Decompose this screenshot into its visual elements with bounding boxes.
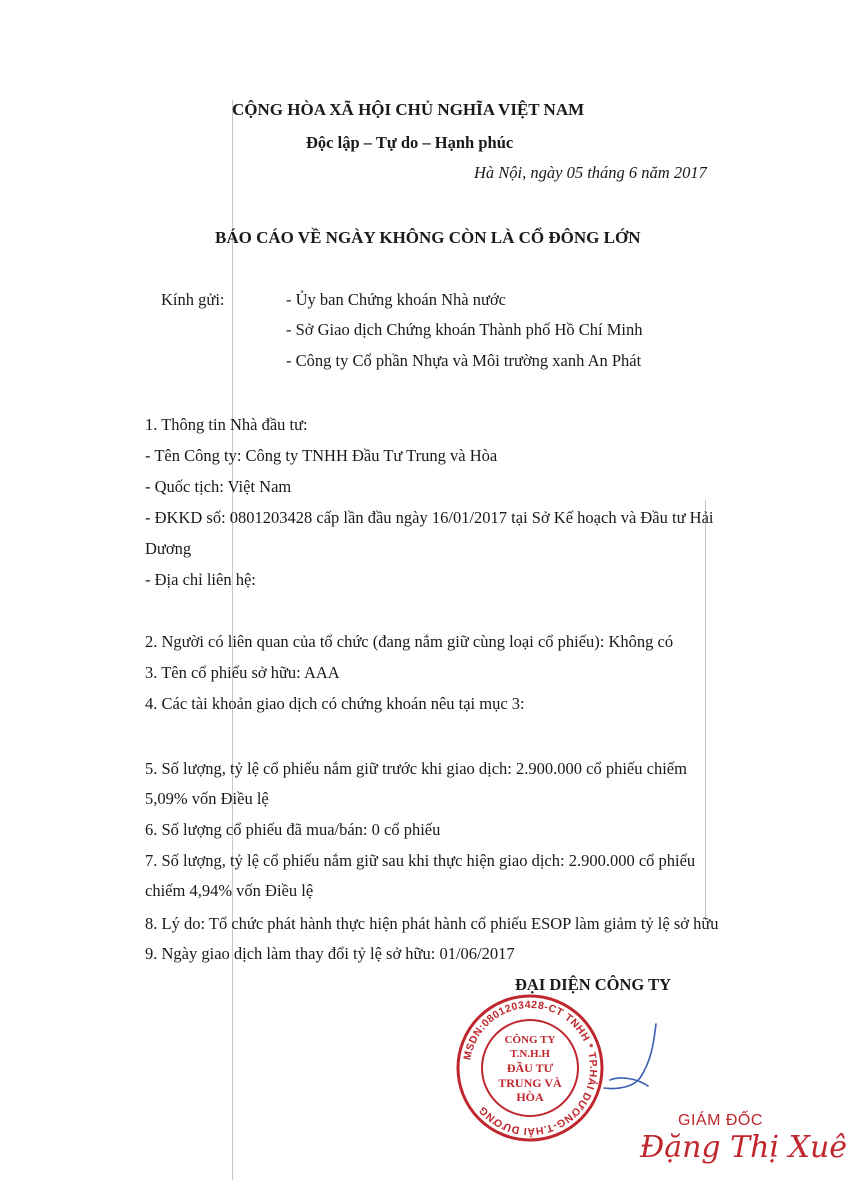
handwritten-signature — [590, 1020, 670, 1100]
signatory-name: Đặng Thị Xuê — [640, 1130, 848, 1165]
body-line: - Tên Công ty: Công ty TNHH Đầu Tư Trung và Hòa — [145, 446, 498, 465]
recipient-item: - Sở Giao dịch Chứng khoán Thành phố Hồ Chí Minh — [286, 320, 643, 339]
recipient-item: - Công ty Cổ phần Nhựa và Môi trường xanh An Phát — [286, 351, 642, 370]
body-line: 2. Người có liên quan của tổ chức (đang nắm giữ cùng loại cổ phiếu): Không có — [145, 632, 674, 651]
place-date: Hà Nội, ngày 05 tháng 6 năm 2017 — [474, 163, 707, 182]
body-line: - Quốc tịch: Việt Nam — [145, 477, 292, 496]
body-line: 1. Thông tin Nhà đầu tư: — [145, 415, 308, 434]
body-line: - Địa chỉ liên hệ: — [145, 570, 256, 589]
body-line: - ĐKKD số: 0801203428 cấp lần đầu ngày 16/01/2017 tại Sở Kế hoạch và Đầu tư Hải — [145, 508, 714, 527]
body-line: 3. Tên cổ phiếu sở hữu: AAA — [145, 663, 340, 682]
body-line: 8. Lý do: Tổ chức phát hành thực hiện phát hành cổ phiếu ESOP làm giảm tỷ lệ sở hữu — [145, 914, 719, 933]
national-title: CỘNG HÒA XÃ HỘI CHỦ NGHĨA VIỆT NAM — [232, 100, 585, 119]
body-line: 4. Các tài khoản giao dịch có chứng khoán nêu tại mục 3: — [145, 694, 525, 713]
body-line: Dương — [145, 539, 192, 558]
body-line: 7. Số lượng, tỷ lệ cổ phiếu nắm giữ sau khi thực hiện giao dịch: 2.900.000 cổ phiếu — [145, 851, 696, 870]
svg-text:HÒA: HÒA — [516, 1090, 544, 1104]
company-seal — [455, 993, 605, 1143]
svg-text:MSDN:0801203428-CT TNHH * TP.H: MSDN:0801203428-CT TNHH * TP.HẢI DƯƠNG-T.HẢI DƯƠNG — [461, 998, 600, 1138]
scan-artifact-line — [705, 500, 706, 920]
body-line: 5. Số lượng, tỷ lệ cổ phiếu nắm giữ trước khi giao dịch: 2.900.000 cổ phiếu chiếm — [145, 759, 687, 778]
body-line: 6. Số lượng cổ phiếu đã mua/bán: 0 cổ phiếu — [145, 820, 441, 839]
svg-text:TRUNG VÀ: TRUNG VÀ — [498, 1076, 562, 1090]
body-line: chiếm 4,94% vốn Điều lệ — [145, 881, 314, 900]
document-title: BÁO CÁO VỀ NGÀY KHÔNG CÒN LÀ CỔ ĐÔNG LỚN — [215, 228, 641, 247]
recipient-item: - Ủy ban Chứng khoán Nhà nước — [286, 290, 506, 309]
svg-text:T.N.H.H: T.N.H.H — [510, 1048, 550, 1060]
body-line: 9. Ngày giao dịch làm thay đổi tỷ lệ sở hữu: 01/06/2017 — [145, 944, 515, 963]
svg-text:CÔNG TY: CÔNG TY — [504, 1034, 556, 1046]
signatory-position: GIÁM ĐỐC — [678, 1112, 763, 1129]
recipients-label: Kính gửi: — [161, 290, 225, 309]
body-line: 5,09% vốn Điều lệ — [145, 789, 269, 808]
svg-text:ĐẦU TƯ: ĐẦU TƯ — [506, 1061, 554, 1075]
national-motto: Độc lập – Tự do – Hạnh phúc — [306, 133, 514, 152]
representative-label: ĐẠI DIỆN CÔNG TY — [515, 975, 672, 994]
